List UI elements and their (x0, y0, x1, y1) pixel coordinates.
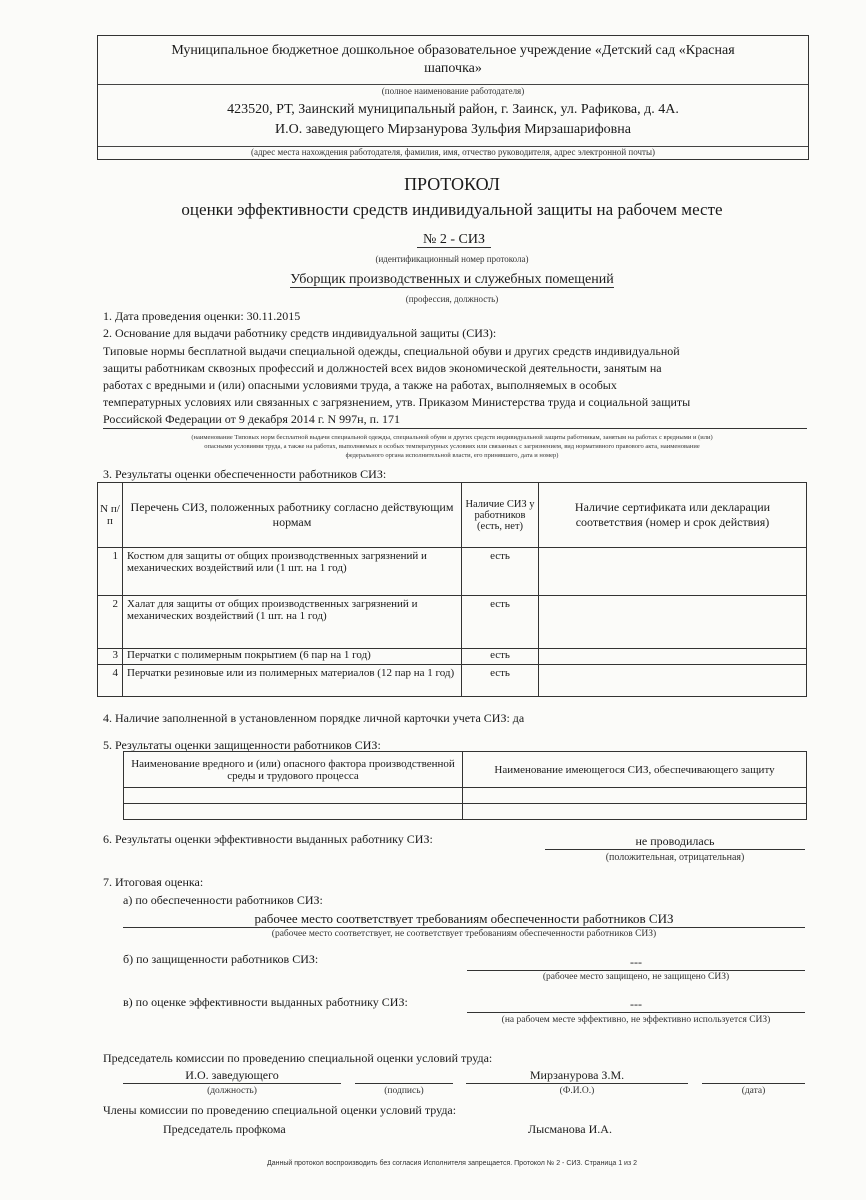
table-row (124, 804, 807, 820)
col-factor-header: Наименование вредного и (или) опасного фактора производственной среды и трудового процесса (124, 752, 463, 788)
protocol-number-caption: (идентификационный номер протокола) (375, 254, 529, 264)
section2-heading: 2. Основание для выдачи работнику средств индивидуальной защиты (СИЗ): (103, 326, 497, 340)
caption-position: (должность) (207, 1086, 257, 1096)
row-item: Костюм для защиты от общих производственных загрязнений и механических воздействий или (1 шт. на 1 год) (123, 548, 462, 596)
employer-header-box (97, 35, 809, 160)
caption-date: (дата) (741, 1086, 766, 1096)
protocol-title: ПРОТОКОЛ (404, 174, 500, 194)
row-cert (539, 548, 807, 596)
chair-position: И.О. заведующего (123, 1068, 341, 1084)
members-heading: Члены комиссии по проведению специальной оценки условий труда: (103, 1103, 457, 1117)
basis-line: Типовые нормы бесплатной выдачи специальной одежды, специальной обуви и других средств индивидуальной (103, 344, 680, 358)
col-num-header: N п/п (98, 483, 123, 548)
employer-address: 423520, РТ, Заинский муниципальный район, г. Заинск, ул. Рафикова, д. 4А. (227, 102, 679, 117)
table-row (98, 665, 807, 697)
row-num: 1 (98, 548, 123, 596)
col-avail-header: Наличие СИЗ у работников (есть, нет) (462, 483, 539, 548)
basis-line: Российской Федерации от 9 декабря 2014 г. N 997н, п. 171 (103, 411, 807, 429)
table-header-row (98, 483, 807, 548)
basis-caption-line: опасными условиями труда, а также на работах, выполняемых в особых температурных условиях или связанных с загрязнением, вид нормативного правового акта, наименование (204, 443, 700, 450)
caption-fio: (Ф.И.О.) (559, 1086, 595, 1096)
efficiency-result: не проводилась (545, 834, 805, 850)
section3-heading: 3. Результаты оценки обеспеченности работников СИЗ: (103, 467, 387, 481)
col-siz-header: Наименование имеющегося СИЗ, обеспечивающего защиту (463, 752, 807, 788)
caption-signature: (подпись) (384, 1086, 424, 1096)
final-a-value: рабочее место соответствует требованиям обеспеченности работников СИЗ (123, 911, 805, 928)
efficiency-caption: (положительная, отрицательная) (605, 852, 745, 863)
row-num: 2 (98, 596, 123, 649)
chair-name: Мирзанурова З.М. (466, 1068, 688, 1084)
profession-caption: (профессия, должность) (405, 294, 499, 304)
final-b-label: б) по защищенности работников СИЗ: (123, 952, 319, 966)
section6-heading: 6. Результаты оценки эффективности выданных работнику СИЗ: (103, 832, 433, 846)
final-b-caption: (рабочее место защищено, не защищено СИЗ) (542, 972, 730, 982)
row-num: 3 (98, 649, 123, 665)
row-item: Халат для защиты от общих производственных загрязнений и механических воздействий (1 шт. на 1 год) (123, 596, 462, 649)
chair-date-line (702, 1068, 805, 1084)
final-a-label: а) по обеспеченности работников СИЗ: (123, 893, 323, 907)
basis-caption-line: федерального органа исполнительной власти, его принявшего, дата и номер) (345, 452, 559, 459)
row-cert (539, 596, 807, 649)
siz-protection-table (123, 751, 807, 820)
basis-line: защиты работникам сквозных профессий и должностей всех видов экономической деятельности, занятым на (103, 361, 662, 375)
basis-text (103, 343, 807, 429)
table-row (98, 649, 807, 665)
siz-provision-table (97, 482, 807, 697)
table-header-row (124, 752, 807, 788)
basis-caption (97, 433, 807, 460)
row-item: Перчатки резиновые или из полимерных материалов (12 пар на 1 год) (123, 665, 462, 697)
section5-heading: 5. Результаты оценки защищенности работников СИЗ: (103, 738, 381, 752)
member-name: Лысманова И.А. (528, 1122, 612, 1136)
row-item: Перчатки с полимерным покрытием (6 пар на 1 год) (123, 649, 462, 665)
final-b-value: --- (467, 955, 805, 971)
row-num: 4 (98, 665, 123, 697)
address-caption: (адрес места нахождения работодателя, фамилия, имя, отчество руководителя, адрес электронной почты) (250, 147, 656, 157)
row-avail: есть (462, 548, 539, 596)
row-avail: есть (462, 596, 539, 649)
row-avail: есть (462, 665, 539, 697)
assessment-date: 1. Дата проведения оценки: 30.11.2015 (103, 309, 301, 323)
col-cert-header: Наличие сертификата или декларации соответствия (номер и срок действия) (539, 483, 807, 548)
row-avail: есть (462, 649, 539, 665)
chair-heading: Председатель комиссии по проведению специальной оценки условий труда: (103, 1051, 493, 1065)
final-c-value: --- (467, 997, 805, 1013)
table-row (98, 548, 807, 596)
row-cert (539, 665, 807, 697)
section7-heading: 7. Итоговая оценка: (103, 875, 204, 889)
final-a-caption: (рабочее место соответствует, не соответствует требованиям обеспеченности работников СИЗ) (271, 929, 657, 939)
personal-card-status: 4. Наличие заполненной в установленном порядке личной карточки учета СИЗ: да (103, 711, 525, 725)
table-row (124, 788, 807, 804)
final-c-label: в) по оценке эффективности выданных работнику СИЗ: (123, 995, 408, 1009)
final-c-caption: (на рабочем месте эффективно, не эффективно используется СИЗ) (501, 1015, 771, 1025)
basis-line: работах с вредными и (или) опасными условиями труда, а также на работах, выполняемых в особых (103, 378, 617, 392)
employer-head: И.О. заведующего Мирзанурова Зульфия Мирзашарифовна (275, 122, 631, 137)
employer-name-line2: шапочка» (424, 61, 482, 76)
employer-name-caption: (полное наименование работодателя) (381, 86, 525, 96)
page-footer: Данный протокол воспроизводить без согласия Исполнителя запрещается. Протокол № 2 - СИЗ. Страница 1 из 2 (267, 1160, 637, 1167)
employer-name-line1: Муниципальное бюджетное дошкольное образовательное учреждение «Детский сад «Красная (171, 43, 735, 58)
basis-caption-line: (наименование Типовых норм бесплатной выдачи специальной одежды, специальной обуви и других средств индивидуальной защиты работникам, занятым на работах с вредными и (или) (191, 434, 713, 441)
basis-line: температурных условиях или связанных с загрязнением, утв. Приказом Министерства труда и социальной защиты (103, 395, 691, 409)
protocol-subtitle: оценки эффективности средств индивидуальной защиты на рабочем месте (181, 200, 723, 219)
table-row (98, 596, 807, 649)
profession: Уборщик производственных и служебных помещений (290, 272, 614, 287)
row-cert (539, 649, 807, 665)
chair-signature-line (355, 1068, 453, 1084)
protocol-number: № 2 - СИЗ (417, 232, 491, 248)
col-list-header: Перечень СИЗ, положенных работнику согласно действующим нормам (123, 483, 462, 548)
member-position: Председатель профкома (163, 1122, 286, 1136)
